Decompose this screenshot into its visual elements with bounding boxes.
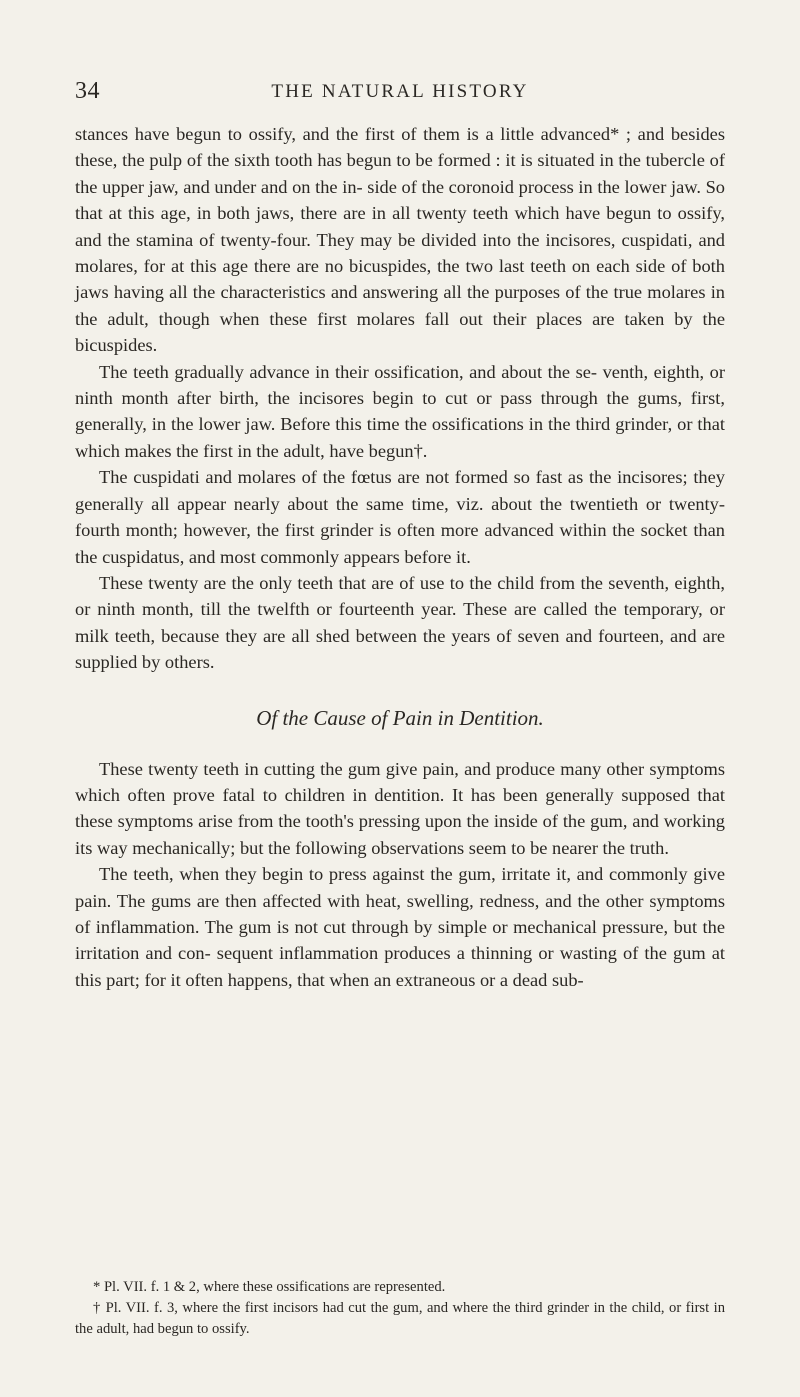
paragraph: These twenty teeth in cutting the gum give pain, and produce many other symptoms which often prove fatal to children in dentition. It has been generally supposed that these symptoms arise from the tooth's pressing upon the inside of the gum, and working its way mechanically; but the following observations seem to be nearer the truth. — [75, 758, 725, 858]
paragraph: The teeth, when they begin to press against the gum, irritate it, and commonly give pain. The gums are then affected with heat, swelling, redness, and the other symptoms of inflammation. The gum is not cut through by simple or mechanical pressure, but the irritation and con- sequent inflammation produces a thinning or wasting of the gum at this part; for it often happens, that when an extraneous or a dead sub- — [75, 864, 725, 990]
footnote: † Pl. VII. f. 3, where the first incisors had cut the gum, and where the third grinder in the child, or first in the adult, had begun to ossify. — [75, 1300, 725, 1337]
page-number: 34 — [75, 78, 100, 104]
paragraph: These twenty are the only teeth that are of use to the child from the seventh, eighth, or ninth month, till the twelfth or fourteenth year. These are called the temporary, or milk teeth, because they are all shed between the years of seven and fourteen, and are supplied by others. — [75, 572, 725, 673]
paragraph: The teeth gradually advance in their ossification, and about the se- venth, eighth, or ninth month after birth, the incisores begin to cut or pass through the gums, first, generally, in the lower jaw. Before this time the ossifications in the third grinder, or that which makes the first in the adult, have begun†. — [75, 361, 725, 461]
paragraph: stances have begun to ossify, and the first of them is a little advanced* ; and besides these, the pulp of the sixth tooth has begun to be formed : it is situated in the tubercle of the upper jaw, and under and on the in- side of the coronoid process in the lower jaw. So that at this age, in both jaws, there are in all twenty teeth which have begun to ossify, and the stamina of twenty-four. They may be divided into the incisores, cuspidati, and molares, for at this age there are no bicuspides, the two last teeth on each side of both jaws having all the characteristics and answering all the purposes of the true molares in the adult, though when these first molares fall out their places are taken by the bicuspides. — [75, 124, 725, 356]
running-title: THE NATURAL HISTORY — [271, 81, 529, 102]
running-head — [75, 78, 725, 108]
body-text — [75, 121, 725, 993]
section-heading: Of the Cause of Pain in Dentition. — [256, 705, 544, 730]
paragraph: The cuspidati and molares of the fœtus are not formed so fast as the incisores; they generally all appear nearly about the same time, viz. about the twentieth or twenty-fourth month; however, the first grinder is often more advanced within the socket than the cuspidatus, and most commonly appears before it. — [75, 467, 725, 567]
footnotes — [75, 1277, 725, 1340]
footnote: * Pl. VII. f. 1 & 2, where these ossifications are represented. — [93, 1279, 446, 1295]
